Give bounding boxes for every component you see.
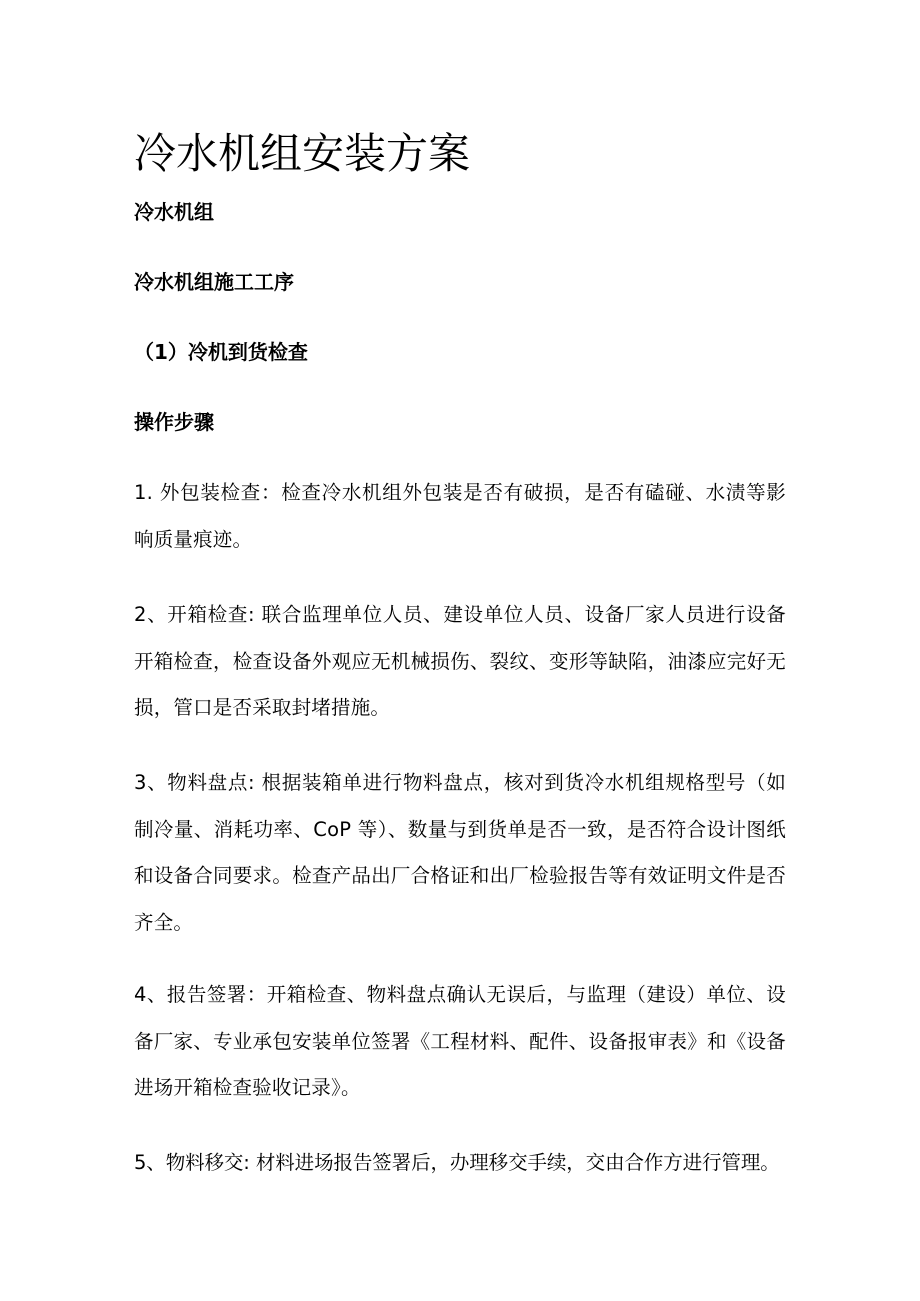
- procedure-label: 操作步骤: [134, 410, 214, 434]
- paragraph-unboxing-check: 2、开箱检查: 联合监理单位人员、建设单位人员、设备厂家人员进行设备开箱检查，检查设备外观应无机械损伤、裂纹、变形等缺陷，油漆应完好无损，管口是否采取封堵措施。: [134, 603, 786, 719]
- paragraph-inventory-check: 3、物料盘点: 根据装箱单进行物料盘点，核对到货冷水机组规格型号（如制冷量、消耗功率、CoP 等）、数量与到货单是否一致，是否符合设计图纸和设备合同要求。检查产品出厂合格证和出厂检验报告等有效证明文件是否齐全。: [134, 771, 786, 934]
- paragraph-report-signing: 4、报告签署：开箱检查、物料盘点确认无误后，与监理（建设）单位、设备厂家、专业承包安装单位签署《工程材料、配件、设备报审表》和《设备进场开箱检查验收记录》。: [134, 983, 786, 1099]
- subsection-heading: 冷水机组施工工序: [134, 270, 294, 294]
- section-heading: 冷水机组: [134, 200, 214, 224]
- paragraph-material-handover: 5、物料移交: 材料进场报告签署后，办理移交手续，交由合作方进行管理。: [134, 1151, 780, 1174]
- step-heading: （1）冷机到货检查: [134, 340, 308, 364]
- document-title: 冷水机组安装方案: [134, 129, 471, 178]
- paragraph-packaging-check: 1. 外包装检查：检查冷水机组外包装是否有破损，是否有磕碰、水渍等影响质量痕迹。: [134, 481, 786, 551]
